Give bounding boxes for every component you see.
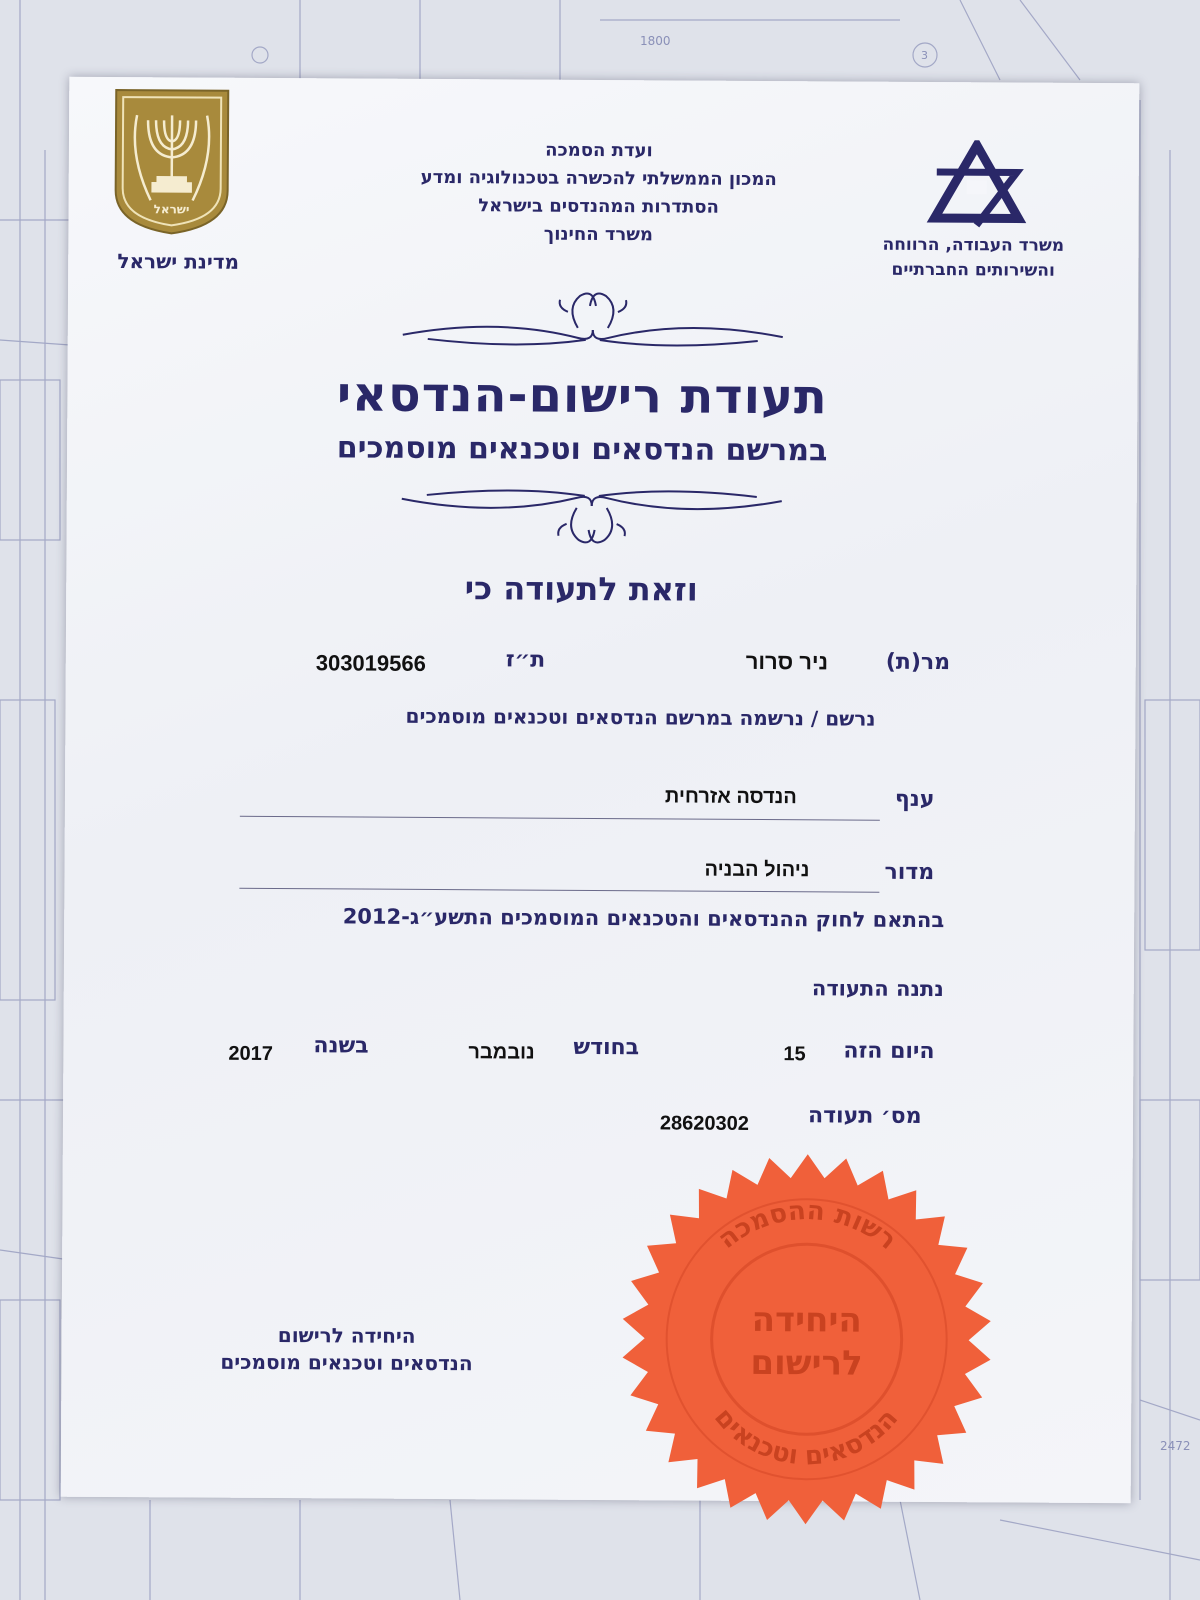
id-label: ת״ז [505, 647, 546, 673]
issued-statement: נתנה התעודה [811, 976, 944, 1002]
branch-label: ענף [894, 786, 935, 813]
seal-ring-bottom-text: הנדסאים וטכנאים [708, 1402, 905, 1472]
department-value: ניהול הבניה [704, 858, 810, 882]
bottom-flourish-ornament [396, 477, 786, 559]
state-of-israel-caption: מדינת ישראל [117, 249, 240, 274]
year-label: בשנה [313, 1033, 369, 1059]
state-emblem-icon [110, 85, 233, 236]
certificate-paper [61, 77, 1140, 1504]
certify-heading: וזאת לתעודה כי [464, 569, 698, 609]
branch-underline [240, 816, 880, 821]
department-label: מדור [884, 859, 935, 886]
registration-unit-line1: היחידה לרישום [277, 1323, 416, 1348]
ministry-labor-line2: והשירותים החברתיים [891, 259, 1055, 281]
certificate-subtitle: במרשם הנדסאים וטכנאים מוסמכים [336, 430, 828, 469]
id-value: 303019566 [315, 650, 426, 676]
registration-unit-line2: הנדסאים וטכנאים מוסמכים [220, 1349, 473, 1376]
top-flourish-ornament [398, 277, 788, 359]
ministry-logo-icon [926, 140, 1027, 231]
official-seal [615, 1148, 997, 1530]
seal-center-line1: היחידה [751, 1299, 862, 1341]
ministry-labor-line1: משרד העבודה, הרווחה [882, 234, 1065, 256]
month-value: נובמבר [468, 1041, 535, 1064]
federation-title: הסתדרות המהנדסים בישראל [478, 195, 719, 218]
month-label: בחודש [573, 1034, 640, 1061]
year-value: 2017 [228, 1042, 273, 1066]
institute-title: המכון הממשלתי להכשרה בטכנולוגיה ומדע [420, 166, 777, 191]
law-statement: בהתאם לחוק ההנדסאים והטכנאים המוסמכים התשע״ג-2012 [342, 904, 945, 933]
certificate-number-label: מס׳ תעודה [807, 1103, 922, 1129]
day-label: היום הזה [843, 1038, 935, 1065]
certificate-main-title: תעודת רישום-הנדסאי [336, 366, 828, 426]
certificate-number-value: 28620302 [659, 1112, 750, 1135]
blueprint-dimension-label: 2472 [1160, 1439, 1191, 1453]
name-value: ניר סרור [745, 648, 829, 675]
blueprint-dimension-label: 1800 [640, 34, 671, 48]
committee-title: ועדת הסמכה [545, 139, 653, 162]
emblem-inscription: ישראל [153, 202, 190, 217]
blueprint-grid-marker: 3 [921, 49, 928, 62]
registered-statement: נרשם / נרשמה במרשם הנדסאים וטכנאים מוסמכים [405, 703, 876, 731]
name-label: מר(ת) [885, 649, 951, 676]
branch-value: הנדסה אזרחית [664, 785, 797, 809]
day-value: 15 [783, 1043, 806, 1066]
ministry-education-title: משרד החינוך [543, 223, 654, 246]
department-underline [239, 888, 879, 893]
seal-center-line2: לרישום [750, 1342, 863, 1384]
seal-ring-top-text: רשות ההסמכה [712, 1196, 903, 1256]
